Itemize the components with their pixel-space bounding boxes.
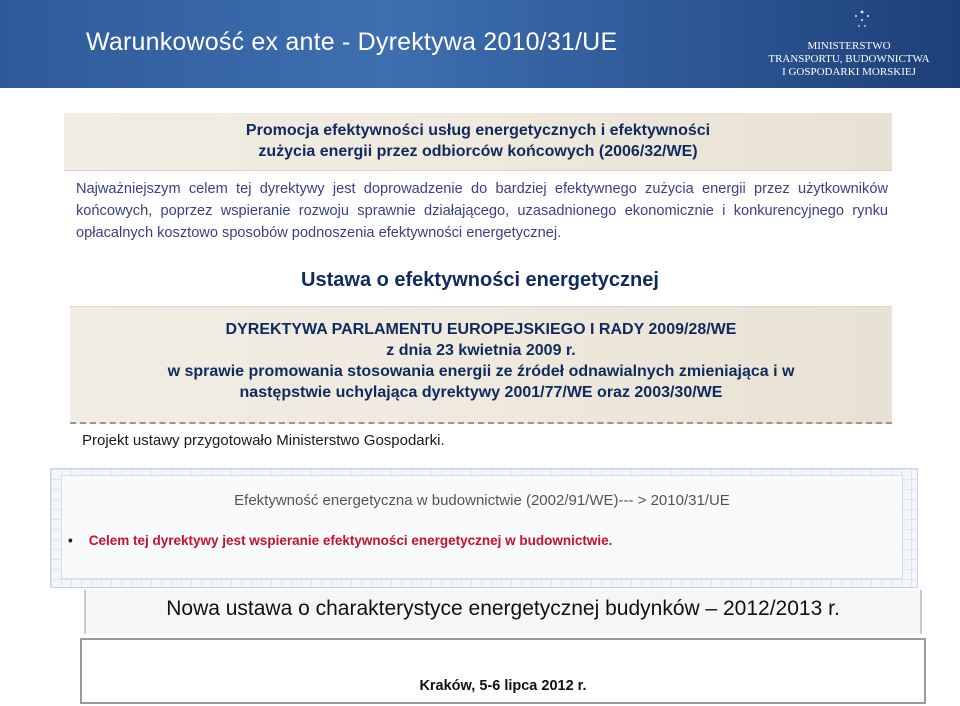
efficiency-panel — [61, 475, 903, 579]
directive-2009-line-3: w sprawie promowania stosowania energii ze źródeł odnawialnych zmieniająca i w — [167, 363, 795, 380]
directive-2009-line-4: następstwie uchylająca dyrektywy 2001/77/WE oraz 2003/30/WE — [239, 384, 723, 401]
ministry-line-2: TRANSPORTU, BUDOWNICTWA — [768, 53, 930, 65]
ustawa-heading: Ustawa o efektywności energetycznej — [301, 269, 659, 291]
slide-title: Warunkowość ex ante - Dyrektywa 2010/31/UE — [86, 28, 618, 56]
ministry-line-3: I GOSPODARKI MORSKIEJ — [782, 66, 916, 78]
directive-2006-line-1: Promocja efektywności usług energetycznych i efektywności — [245, 122, 711, 139]
directive-2009-box — [70, 306, 892, 424]
eagle-emblem-icon — [842, 6, 882, 38]
dashed-divider — [70, 421, 892, 424]
efficiency-bullet-text: Celem tej dyrektywy jest wspieranie efektywności energetycznej w budownictwie. — [88, 533, 613, 548]
footer-box — [80, 638, 926, 704]
ministry-line-1: MINISTERSTWO — [807, 40, 891, 52]
efficiency-bullet — [68, 533, 612, 548]
purpose-paragraph: Najważniejszym celem tej dyrektywy jest doprowadzenie do bardziej efektywnego zużycia energii przez użytkowników końcowych, poprzez wspieranie rozwoju sprawnie działającego, uzasadnionego ekonomicznie i konkurencyjnego rynku opłacalnych kosztowo sposobów podnoszenia efektywności energetycznej. — [76, 181, 888, 241]
directive-2006-line-2: zużycia energii przez odbiorców końcowych (2006/32/WE) — [258, 143, 698, 160]
efficiency-box — [50, 468, 918, 588]
projekt-text: Projekt ustawy przygotowało Ministerstwo Gospodarki. — [82, 432, 445, 449]
directive-2009-line-1: DYREKTYWA PARLAMENTU EUROPEJSKIEGO I RADY 2009/28/WE — [225, 321, 737, 338]
nowa-ustawa-text: Nowa ustawa o charakterystyce energetycznej budynków – 2012/2013 r. — [166, 597, 840, 620]
efficiency-title: Efektywność energetyczna w budownictwie (2002/91/WE)--- > 2010/31/UE — [234, 492, 730, 509]
slide-header — [0, 0, 960, 88]
ministry-logo-text — [764, 40, 934, 79]
nowa-ustawa-box — [84, 590, 922, 634]
footer-date-place: Kraków, 5-6 lipca 2012 r. — [419, 678, 587, 694]
bullet-dot-icon: • — [68, 533, 73, 548]
directive-2009-line-2: z dnia 23 kwietnia 2009 r. — [386, 342, 576, 359]
directive-2006-box — [64, 113, 892, 171]
